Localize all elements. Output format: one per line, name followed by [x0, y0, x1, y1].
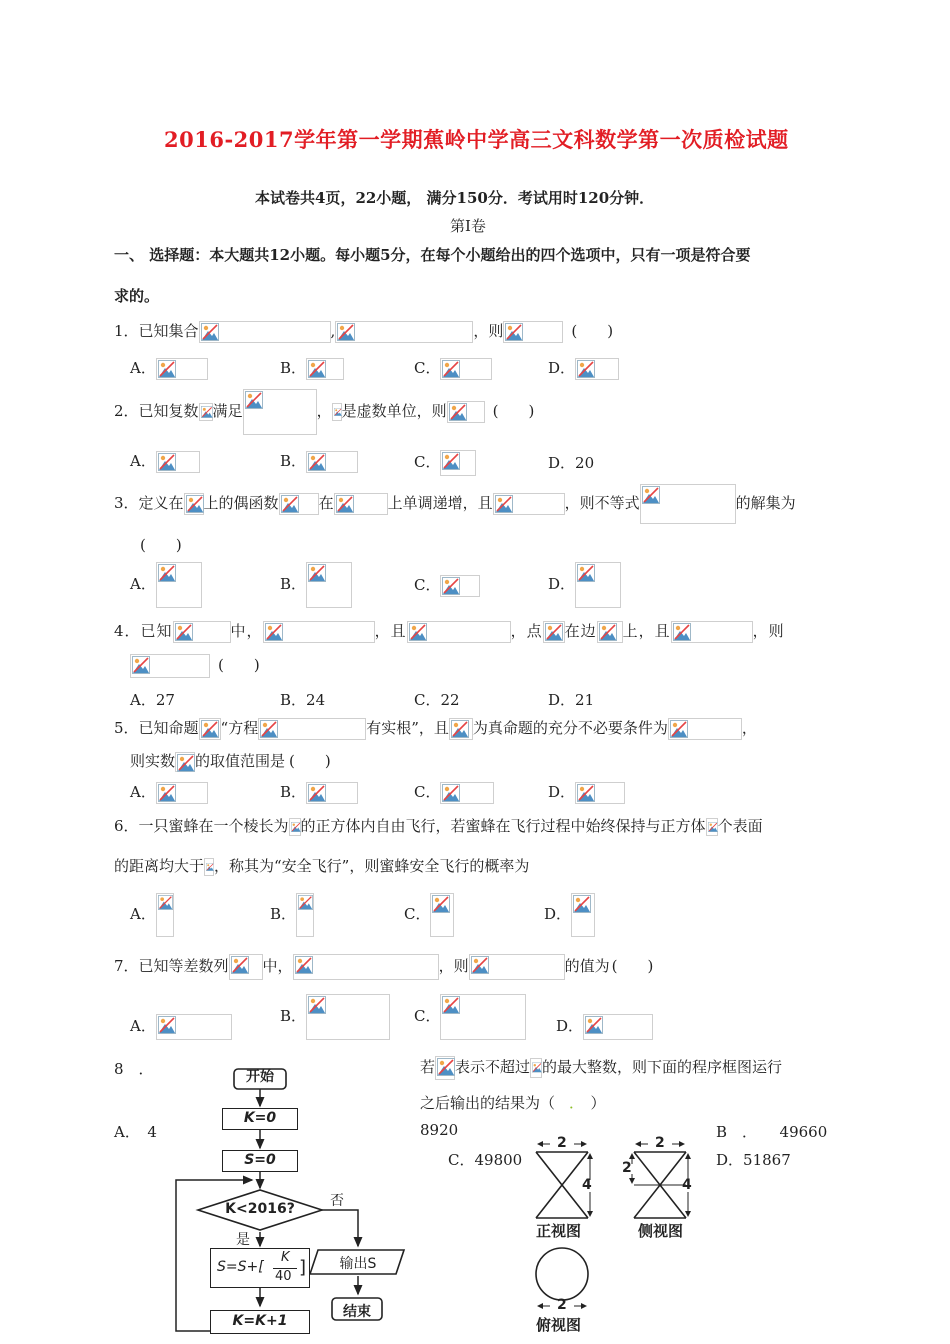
broken-image-icon: [245, 391, 263, 409]
formula-image: [706, 818, 718, 836]
q7-option-a[interactable]: A．: [130, 1014, 232, 1040]
question-2: 2．已知复数 满足 ， 是虚数单位，则 ( ): [114, 389, 534, 435]
formula-image: [440, 450, 476, 476]
q3-option-a[interactable]: A．: [130, 562, 202, 608]
formula-image: [173, 621, 231, 643]
broken-image-icon: [308, 784, 326, 802]
section-heading: 一、 选择题：本大题共12小题。每小题5分，在每个小题给出的四个选项中，只有一项是符合要: [114, 246, 751, 264]
formula-image: [289, 818, 301, 836]
formula-image: [156, 1014, 232, 1040]
flow-end: 结束: [343, 1304, 371, 1320]
formula-image: [530, 1058, 542, 1078]
flow-init-s: S=0: [222, 1150, 298, 1172]
q7-option-c[interactable]: C．: [414, 994, 526, 1040]
formula-image: [306, 994, 390, 1040]
broken-image-icon: [449, 403, 467, 421]
q8-option-a-cont: 8920: [420, 1121, 459, 1139]
formula-image: [503, 321, 563, 343]
formula-image: [130, 654, 210, 678]
formula-image: [440, 575, 480, 597]
q3-paren: ( ): [140, 536, 182, 554]
broken-image-icon: [442, 996, 460, 1014]
question-4-cont: ( ): [130, 654, 260, 678]
broken-image-icon: [308, 453, 326, 471]
formula-image: [668, 718, 742, 740]
q3-option-c[interactable]: C．: [414, 574, 480, 597]
formula-image: [279, 493, 319, 515]
formula-image: [243, 389, 317, 435]
broken-image-icon: [442, 360, 460, 378]
q8-option-c[interactable]: C．49800: [448, 1151, 523, 1169]
broken-image-icon: [158, 784, 176, 802]
formula-image: [469, 954, 565, 980]
q4-option-d[interactable]: D．21: [548, 691, 595, 709]
broken-image-icon: [442, 577, 460, 595]
q1-option-c[interactable]: C．: [414, 357, 492, 380]
broken-image-icon: [158, 453, 176, 471]
formula-image: [306, 782, 358, 804]
broken-image-icon: [206, 860, 214, 874]
broken-image-icon: [201, 323, 219, 341]
formula-image: [306, 358, 344, 380]
flow-output: 输出S: [339, 1256, 377, 1272]
broken-image-icon: [577, 564, 595, 582]
side-width-label: 2: [655, 1135, 665, 1151]
q2-option-c[interactable]: C．: [414, 450, 476, 476]
broken-image-icon: [298, 895, 313, 910]
formula-image: [440, 994, 526, 1040]
q2-option-d[interactable]: D．20: [548, 454, 595, 472]
formula-image: [258, 718, 366, 740]
q2-option-a[interactable]: A．: [130, 450, 200, 473]
broken-image-icon: [158, 895, 173, 910]
flow-yes-label: 是: [236, 1232, 250, 1248]
question-8-number: 8 ．: [114, 1060, 154, 1078]
broken-image-icon: [577, 784, 595, 802]
broken-image-icon: [158, 360, 176, 378]
broken-image-icon: [281, 495, 299, 513]
formula-image: [640, 484, 736, 524]
broken-image-icon: [291, 820, 301, 834]
formula-image: [575, 562, 621, 608]
q5-option-b[interactable]: B．: [280, 781, 358, 804]
front-width-label: 2: [557, 1135, 567, 1151]
formula-image: [334, 493, 388, 515]
q3-option-b[interactable]: B．: [280, 562, 352, 608]
broken-image-icon: [442, 452, 460, 470]
q1-option-d[interactable]: D．: [548, 357, 619, 380]
formula-image: [583, 1014, 653, 1040]
question-6: 6．一只蜜蜂在一个棱长为 的正方体内自由飞行，若蜜蜂在飞行过程中始终保持与正方体 个表面: [114, 817, 763, 835]
volume-label: 第Ⅰ卷: [450, 217, 486, 235]
q5-option-a[interactable]: A．: [130, 781, 208, 804]
q3-option-d[interactable]: D．: [548, 562, 621, 608]
formula-image: [435, 1056, 455, 1080]
formula-image: [449, 718, 473, 740]
q6-option-b[interactable]: B．: [270, 893, 314, 937]
exam-info: 本试卷共4页，22小题， 满分150分．考试用时120分钟．: [255, 189, 655, 207]
flow-update-k: K=K+1: [210, 1310, 310, 1334]
question-3: 3．定义在 上的偶函数 在 上单调递增，且 ，则不等式 的解集为: [114, 484, 796, 524]
front-view-caption: 正视图: [536, 1222, 582, 1240]
q8-option-d[interactable]: D．51867: [716, 1151, 791, 1169]
top-width-label: 2: [557, 1297, 567, 1313]
question-4: 4．已知 中， ，且 ，点 在边 上，且 ，则: [114, 620, 785, 643]
q4-option-c[interactable]: C．22: [414, 691, 460, 709]
broken-image-icon: [334, 405, 342, 419]
formula-image: [184, 493, 204, 515]
side-view-caption: 侧视图: [638, 1222, 684, 1240]
formula-image: [156, 782, 208, 804]
broken-image-icon: [201, 720, 219, 738]
broken-image-icon: [158, 1016, 176, 1034]
q4-option-b[interactable]: B．24: [280, 691, 326, 709]
formula-image: [229, 954, 263, 980]
flow-update-s: S=S+[ K 40 ]: [210, 1248, 310, 1288]
formula-image: [332, 403, 342, 421]
broken-image-icon: [409, 623, 427, 641]
broken-image-icon: [308, 564, 326, 582]
broken-image-icon: [708, 820, 718, 834]
section-heading-cont: 求的。: [114, 287, 160, 305]
q6-option-a[interactable]: A．: [130, 893, 174, 937]
side-half-label: 2: [622, 1160, 632, 1176]
broken-image-icon: [495, 495, 513, 513]
formula-image: [671, 621, 753, 643]
broken-image-icon: [505, 323, 523, 341]
broken-image-icon: [337, 323, 355, 341]
question-8-cont: 之后输出的结果为（ ． ）: [420, 1094, 606, 1112]
question-8: 若 表示不超过 的最大整数，则下面的程序框图运行: [420, 1056, 782, 1080]
broken-image-icon: [295, 956, 313, 974]
formula-image: [199, 403, 213, 421]
formula-image: [440, 782, 494, 804]
formula-image: [335, 321, 473, 343]
q7-option-d[interactable]: D．: [556, 1014, 653, 1040]
formula-image: [407, 621, 511, 643]
broken-image-icon: [545, 623, 563, 641]
question-7: 7．已知等差数列 中， ，则 的值为 ( ): [114, 954, 653, 980]
broken-image-icon: [442, 784, 460, 802]
broken-image-icon: [471, 956, 489, 974]
broken-image-icon: [451, 720, 469, 738]
broken-image-icon: [336, 495, 354, 513]
formula-image: [440, 358, 492, 380]
broken-image-icon: [670, 720, 688, 738]
formula-image: [575, 782, 625, 804]
q2-option-b[interactable]: B．: [280, 450, 358, 473]
formula-image: [156, 893, 174, 937]
question-1: 1．已知集合 , ，则 ( ): [114, 320, 613, 343]
broken-image-icon: [201, 405, 213, 419]
flow-start: 开始: [246, 1069, 274, 1085]
broken-image-icon: [132, 656, 150, 674]
formula-image: [306, 562, 352, 608]
formula-image: [447, 401, 485, 423]
broken-image-icon: [177, 754, 195, 772]
formula-image: [296, 893, 314, 937]
broken-image-icon: [437, 1058, 455, 1076]
broken-image-icon: [265, 623, 283, 641]
flow-no-label: 否: [330, 1193, 344, 1209]
broken-image-icon: [532, 1060, 542, 1075]
formula-image: [571, 893, 595, 937]
q4-option-a[interactable]: A．27: [130, 691, 175, 709]
front-height-label: 4: [582, 1177, 592, 1193]
question-5: 5．已知命题 “方程 有实根”，且 为真命题的充分不必要条件为 ，: [114, 717, 757, 740]
formula-image: [493, 493, 565, 515]
formula-image: [430, 893, 454, 937]
broken-image-icon: [175, 623, 193, 641]
q1-option-b[interactable]: B．: [280, 357, 344, 380]
q6-option-c[interactable]: C．: [404, 893, 454, 937]
q8-option-a[interactable]: A． 4: [114, 1123, 157, 1141]
q1-option-a[interactable]: A．: [130, 357, 208, 380]
broken-image-icon: [432, 895, 450, 913]
flowchart: [170, 1066, 420, 1344]
question-6-cont: 的距离均大于 ，称其为“安全飞行”，则蜜蜂安全飞行的概率为: [114, 857, 530, 875]
formula-image: [597, 621, 623, 643]
flow-init-k: K=0: [222, 1108, 298, 1130]
broken-image-icon: [599, 623, 617, 641]
formula-image: [306, 451, 358, 473]
q8-option-b[interactable]: B ． 49660: [716, 1123, 828, 1141]
q6-option-d[interactable]: D．: [544, 893, 595, 937]
broken-image-icon: [186, 495, 204, 513]
side-height-label: 4: [682, 1177, 692, 1193]
formula-image: [156, 358, 208, 380]
formula-image: [199, 321, 331, 343]
formula-image: [156, 451, 200, 473]
broken-image-icon: [642, 486, 660, 504]
formula-image: [204, 858, 214, 876]
formula-image: [175, 752, 195, 772]
broken-image-icon: [260, 720, 278, 738]
broken-image-icon: [577, 360, 595, 378]
broken-image-icon: [308, 360, 326, 378]
top-view-caption: 俯视图: [536, 1316, 582, 1334]
formula-image: [575, 358, 619, 380]
q7-option-b[interactable]: B．: [280, 994, 390, 1040]
broken-image-icon: [673, 623, 691, 641]
formula-image: [263, 621, 375, 643]
formula-image: [293, 954, 439, 980]
broken-image-icon: [308, 996, 326, 1014]
formula-image: [199, 718, 221, 740]
q5-option-c[interactable]: C．: [414, 781, 494, 804]
q5-option-d[interactable]: D．: [548, 781, 625, 804]
broken-image-icon: [585, 1016, 603, 1034]
three-view-figure: [528, 1134, 728, 1344]
question-5-cont: 则实数 的取值范围是 ( ): [130, 752, 331, 770]
flow-condition: K<2016?: [225, 1201, 295, 1217]
broken-image-icon: [573, 895, 591, 913]
formula-image: [156, 562, 202, 608]
broken-image-icon: [231, 956, 249, 974]
broken-image-icon: [158, 564, 176, 582]
formula-image: [543, 621, 565, 643]
page-title: 2016-2017学年第一学期蕉岭中学高三文科数学第一次质检试题: [164, 127, 789, 152]
